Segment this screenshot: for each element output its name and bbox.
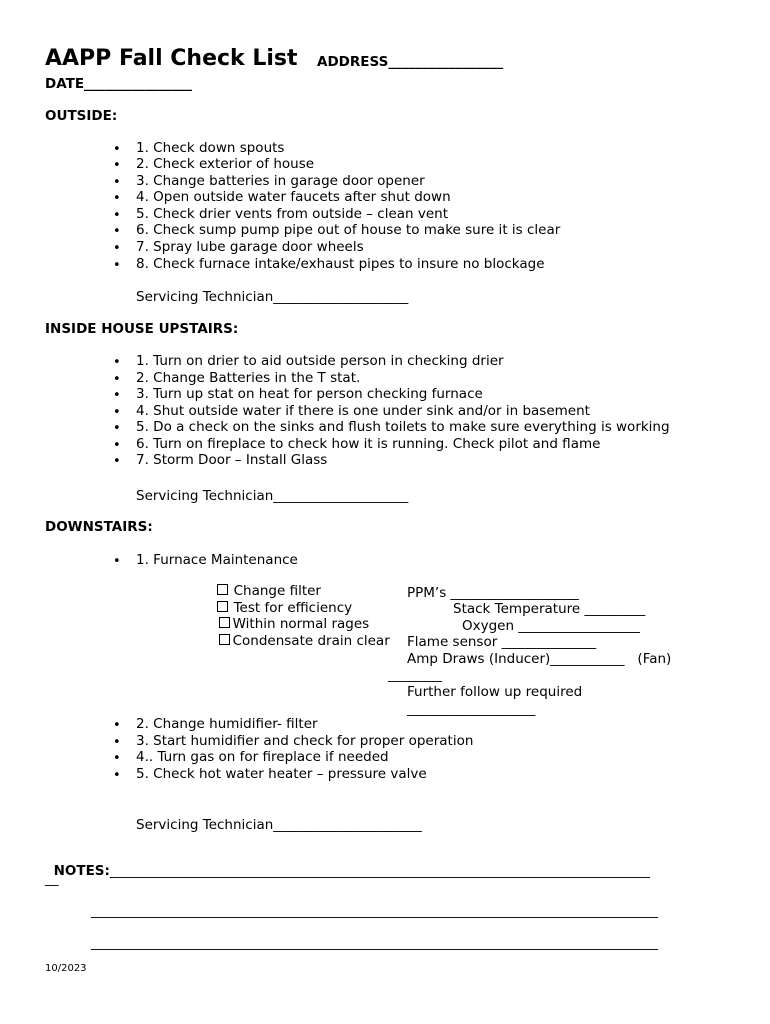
list-item: 5. Check drier vents from outside – clean vent [136,206,449,222]
list-item: 7. Storm Door – Install Glass [136,452,328,468]
notes-field[interactable] [45,851,717,878]
bullet-icon: • [113,224,121,239]
bullet-icon: • [113,718,121,733]
bullet-icon: • [113,454,121,469]
list-item: 4.. Turn gas on for fireplace if needed [136,749,389,765]
bullet-icon: • [113,158,121,173]
bullet-icon: • [113,438,121,453]
downstairs-technician-field[interactable]: Servicing Technician______________________ [136,817,422,833]
bullet-icon: • [113,735,121,750]
list-item: 1. Check down spouts [136,140,285,156]
checkbox-label: Within normal rages [232,615,370,632]
follow-up-label: Further follow up required [407,684,583,700]
bullet-icon: • [113,191,121,206]
list-item: 6. Turn on fireplace to check how it is running. Check pilot and flame [136,436,601,452]
bullet-icon: • [113,372,121,387]
bullet-icon: • [113,554,121,569]
list-item: 6. Check sump pump pipe out of house to make sure it is clear [136,222,561,238]
bullet-icon: • [113,768,121,783]
bullet-icon: • [113,421,121,436]
list-item: 3. Start humidifier and check for proper operation [136,733,474,749]
bullet-icon: • [113,258,121,273]
ppm-field[interactable]: PPM’s ___________________ [407,585,579,601]
bullet-icon: • [113,355,121,370]
list-item: 2. Change Batteries in the T stat. [136,370,361,386]
outside-heading: OUTSIDE: [45,108,118,124]
notes-wrap-line[interactable]: __ [45,871,59,887]
footer-date: 10/2023 [45,963,87,974]
outside-technician-field[interactable]: Servicing Technician____________________ [136,289,409,305]
date-field[interactable]: DATE________________ [45,76,193,92]
notes-line-1[interactable]: ____________________________________________________________________________________ [91,905,658,919]
follow-up-field[interactable]: ___________________ [407,701,536,717]
notes-line[interactable]: ________________________________________________________________________________ [109,862,650,878]
amp-draws-line[interactable]: ________ [388,667,442,683]
list-item: 5. Do a check on the sinks and flush toilets to make sure everything is working [136,419,670,435]
list-item: 2. Change humidifier- filter [136,716,318,732]
notes-line-2[interactable]: ____________________________________________________________________________________ [91,937,658,951]
list-item: 3. Change batteries in garage door opener [136,173,425,189]
upstairs-heading: INSIDE HOUSE UPSTAIRS: [45,321,239,337]
bullet-icon: • [113,405,121,420]
flame-sensor-field[interactable]: Flame sensor ______________ [407,634,597,650]
furnace-maintenance-item: 1. Furnace Maintenance [136,552,298,568]
checkbox-label: Condensate drain clear [232,632,390,649]
list-item: 7. Spray lube garage door wheels [136,239,364,255]
amp-draws-field[interactable]: Amp Draws (Inducer)___________ (Fan) [407,651,672,667]
list-item: 4. Shut outside water if there is one under sink and/or in basement [136,403,590,419]
bullet-icon: • [113,142,121,157]
list-item: 5. Check hot water heater – pressure valve [136,766,427,782]
checkbox-icon[interactable] [219,634,230,645]
bullet-icon: • [113,751,121,766]
list-item: 2. Check exterior of house [136,156,315,172]
bullet-icon: • [113,208,121,223]
oxygen-field[interactable]: Oxygen __________________ [462,618,640,634]
page-title: AAPP Fall Check List [45,46,298,71]
list-item: 8. Check furnace intake/exhaust pipes to insure no blockage [136,256,545,272]
bullet-icon: • [113,175,121,190]
checkbox-label: Change filter [233,582,321,599]
list-item: 4. Open outside water faucets after shut down [136,189,451,205]
downstairs-heading: DOWNSTAIRS: [45,519,153,535]
upstairs-technician-field[interactable]: Servicing Technician____________________ [136,488,409,504]
bullet-icon: • [113,241,121,256]
notes-label: NOTES: [53,862,110,878]
bullet-icon: • [113,388,121,403]
address-field[interactable]: ADDRESS_________________ [317,54,504,70]
checkbox-label: Test for efficiency [233,599,353,616]
list-item: 3. Turn up stat on heat for person checking furnace [136,386,483,402]
check-condensate-drain[interactable] [210,620,390,648]
list-item: 1. Turn on drier to aid outside person in checking drier [136,353,504,369]
stack-temperature-field[interactable]: Stack Temperature _________ [453,601,646,617]
